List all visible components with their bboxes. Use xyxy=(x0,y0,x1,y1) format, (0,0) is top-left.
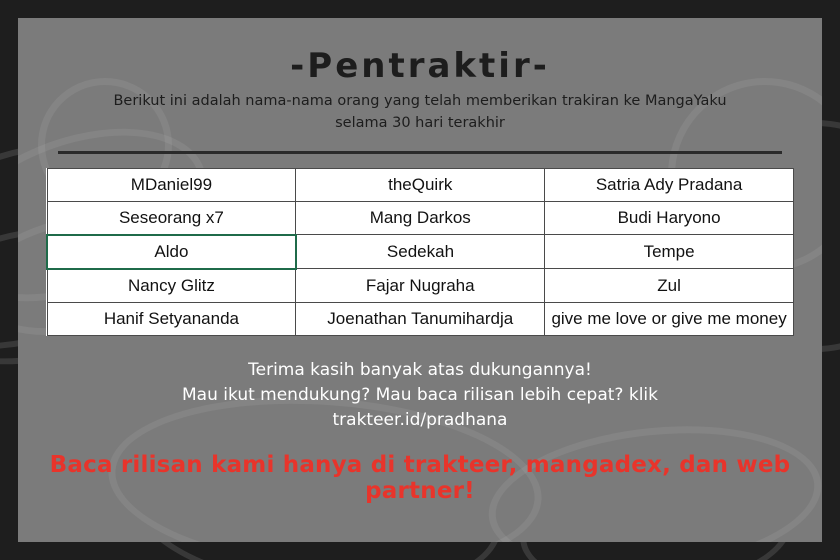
patron-name-cell: Sedekah xyxy=(296,235,545,269)
patron-name-cell: Hanif Setyananda xyxy=(47,302,296,335)
page-subtitle-line-2: selama 30 hari terakhir xyxy=(335,115,505,132)
footer-thanks-line: Terima kasih banyak atas dukungannya! xyxy=(248,359,592,380)
patron-name-cell: Satria Ady Pradana xyxy=(545,168,794,201)
page-title: -Pentraktir- xyxy=(290,46,550,86)
table-row xyxy=(47,168,794,201)
patron-name-cell-highlighted: Aldo xyxy=(47,235,296,269)
table-row xyxy=(47,235,794,269)
trakteer-link[interactable]: trakteer.id/pradhana xyxy=(332,410,508,431)
patron-name-cell: Nancy Glitz xyxy=(47,269,296,303)
patron-name-cell: Zul xyxy=(545,269,794,303)
table-row xyxy=(47,201,794,235)
patron-name-cell: Joenathan Tanumihardja xyxy=(296,302,545,335)
patron-table xyxy=(46,168,794,336)
divider xyxy=(58,151,782,154)
patron-name-cell: Fajar Nugraha xyxy=(296,269,545,303)
patron-name-cell: theQuirk xyxy=(296,168,545,201)
footer xyxy=(44,358,796,504)
page-subtitle-line-1: Berikut ini adalah nama-nama orang yang telah memberikan trakiran ke MangaYaku xyxy=(113,93,727,110)
patron-name-cell: Budi Haryono xyxy=(545,201,794,235)
table-row xyxy=(47,302,794,335)
patron-name-cell: Seseorang x7 xyxy=(47,201,296,235)
table-row xyxy=(47,269,794,303)
footer-cta-line: Mau ikut mendukung? Mau baca rilisan lebih cepat? klik xyxy=(182,384,658,405)
page-subtitle xyxy=(80,91,760,135)
warning-banner: Baca rilisan kami hanya di trakteer, mangadex, dan web partner! xyxy=(49,452,791,505)
patron-name-cell: Tempe xyxy=(545,235,794,269)
patron-name-cell: give me love or give me money xyxy=(545,302,794,335)
credits-panel xyxy=(18,18,822,542)
patron-name-cell: Mang Darkos xyxy=(296,201,545,235)
panel-content xyxy=(18,18,822,542)
patron-name-cell: MDaniel99 xyxy=(47,168,296,201)
